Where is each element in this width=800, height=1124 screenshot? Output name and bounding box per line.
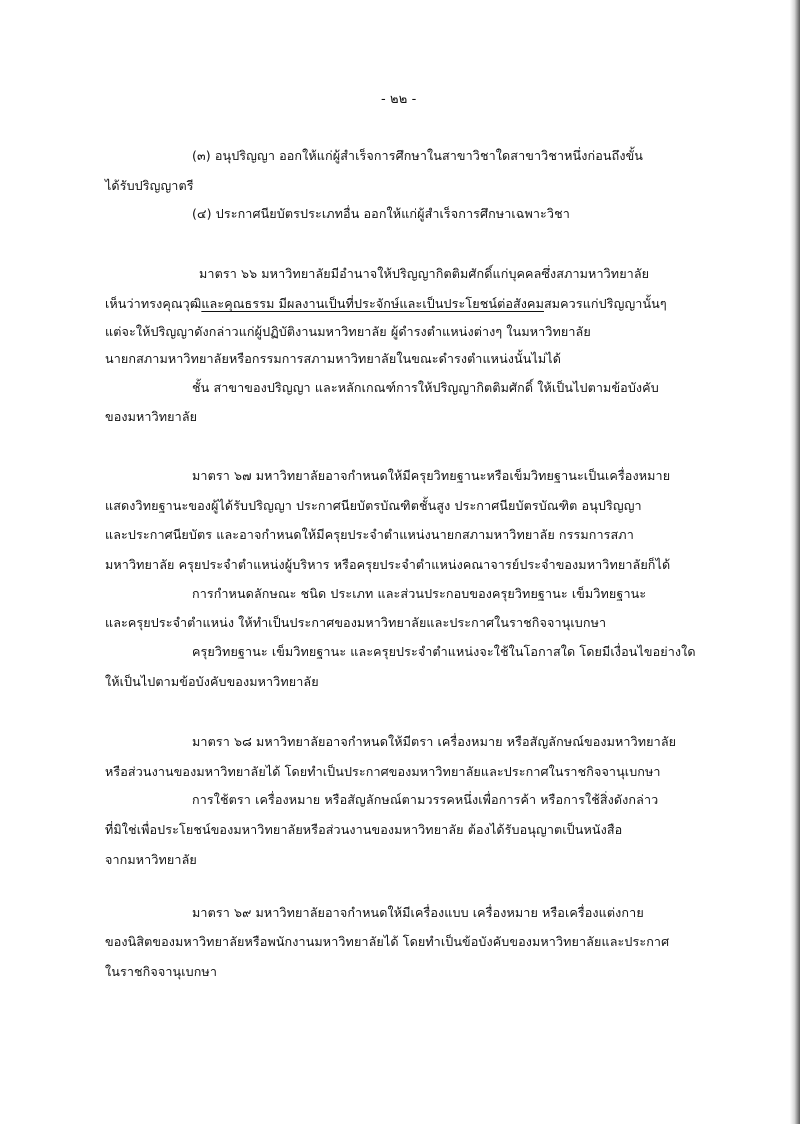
section-66-underlined-phrase: และคุณธรรม มีผลงานเป็นที่ประจักษ์และเป็นประโยชน์ต่อสังคม [201,296,544,311]
section-66-line-2-start: เห็นว่าทรงคุณวุฒิ [105,296,202,311]
item-3-line-1: (๓) อนุปริญญา ออกให้แก่ผู้สำเร็จการศึกษาในสาขาวิชาใดสาขาวิชาหนึ่งก่อนถึงขั้น [192,148,643,163]
section-69-line-3: ในราชกิจจานุเบกษา [105,964,218,979]
section-67-line-1: มาตรา ๖๗ มหาวิทยาลัยอาจกำหนดให้มีครุยวิทยฐานะหรือเข็มวิทยฐานะเป็นเครื่องหมาย [192,468,671,483]
section-68-line-4: ที่มิใช่เพื่อประโยชน์ของมหาวิทยาลัยหรือส่วนงานของมหาวิทยาลัย ต้องได้รับอนุญาตเป็นหนังสือ [105,822,623,837]
item-4: (๔) ประกาศนียบัตรประเภทอื่น ออกให้แก่ผู้สำเร็จการศึกษาเฉพาะวิชา [192,206,570,221]
section-66-line-5: ชั้น สาขาของปริญญา และหลักเกณฑ์การให้ปริญญากิตติมศักดิ์ ให้เป็นไปตามข้อบังคับ [192,380,659,395]
section-67-line-8: ให้เป็นไปตามข้อบังคับของมหาวิทยาลัย [105,674,319,689]
section-68-line-5: จากมหาวิทยาลัย [105,852,197,867]
section-66-line-2-end: สมควรแก่ปริญญานั้นๆ [543,296,667,311]
section-66-line-4: นายกสภามหาวิทยาลัยหรือกรรมการสภามหาวิทยาลัยในขณะดำรงตำแหน่งนั้นไม่ได้ [105,351,562,366]
section-66-line-2 [105,294,667,314]
section-67-line-5: การกำหนดลักษณะ ชนิด ประเภท และส่วนประกอบของครุยวิทยฐานะ เข็มวิทยฐานะ [192,586,647,601]
section-69-line-1: มาตรา ๖๙ มหาวิทยาลัยอาจกำหนดให้มีเครื่องแบบ เครื่องหมาย หรือเครื่องแต่งกาย [192,905,644,920]
section-66-line-3: แต่จะให้ปริญญาดังกล่าวแก่ผู้ปฏิบัติงานมหาวิทยาลัย ผู้ดำรงตำแหน่งต่างๆ ในมหาวิทยาลัย [105,324,591,339]
section-66-line-6: ของมหาวิทยาลัย [105,409,198,424]
section-66-line-1: มาตรา ๖๖ มหาวิทยาลัยมีอำนาจให้ปริญญากิตติมศักดิ์แก่บุคคลซึ่งสภามหาวิทยาลัย [199,266,650,281]
section-68-line-3: การใช้ตรา เครื่องหมาย หรือสัญลักษณ์ตามวรรคหนึ่งเพื่อการค้า หรือการใช้สิ่งดังกล่าว [192,792,659,807]
section-67-line-3: และประกาศนียบัตร และอาจกำหนดให้มีครุยประจำตำแหน่งนายกสภามหาวิทยาลัย กรรมการสภา [105,527,634,542]
section-67-line-4: มหาวิทยาลัย ครุยประจำตำแหน่งผู้บริหาร หรือครุยประจำตำแหน่งคณาจารย์ประจำของมหาวิทยาลัยก็ได้ [105,557,671,572]
item-3-line-2: ได้รับปริญญาตรี [105,178,194,193]
page-number: - ๒๒ - [381,92,417,107]
section-67-line-6: และครุยประจำตำแหน่ง ให้ทำเป็นประกาศของมหาวิทยาลัยและประกาศในราชกิจจานุเบกษา [105,615,607,630]
section-68-line-2: หรือส่วนงานของมหาวิทยาลัยได้ โดยทำเป็นประกาศของมหาวิทยาลัยและประกาศในราชกิจจานุเบกษา [105,764,661,779]
section-69-line-2: ของนิสิตของมหาวิทยาลัยหรือพนักงานมหาวิทยาลัยได้ โดยทำเป็นข้อบังคับของมหาวิทยาลัยและประกาศ [105,934,670,949]
section-67-line-7: ครุยวิทยฐานะ เข็มวิทยฐานะ และครุยประจำตำแหน่งจะใช้ในโอกาสใด โดยมีเงื่อนไขอย่างใด [192,644,696,659]
section-67-line-2: แสดงวิทยฐานะของผู้ได้รับปริญญา ประกาศนียบัตรบัณฑิตชั้นสูง ประกาศนียบัตรบัณฑิต อนุปริญญา [105,498,642,513]
section-68-line-1: มาตรา ๖๘ มหาวิทยาลัยอาจกำหนดให้มีตรา เครื่องหมาย หรือสัญลักษณ์ของมหาวิทยาลัย [192,734,677,749]
scan-edge-shadow [790,0,800,1124]
